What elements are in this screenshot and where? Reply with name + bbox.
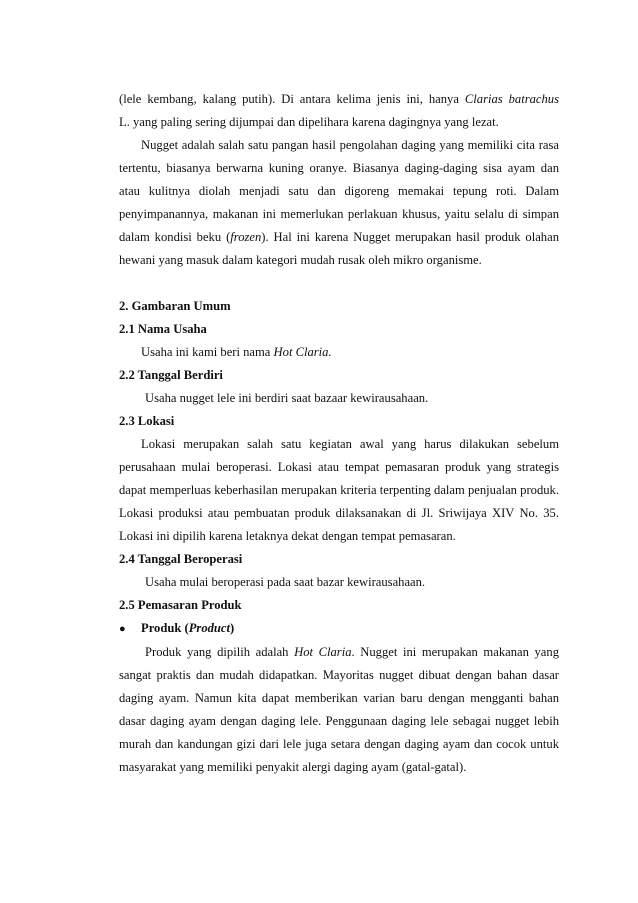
bullet-label-b: )	[230, 621, 235, 635]
nugget-text-b: ). Hal ini karena Nugget merupakan hasil produk olahan hewani yang masuk dalam kategori mudah rusak oleh mikro organisme.	[119, 230, 559, 267]
subsection-heading-nama-usaha: 2.1 Nama Usaha	[119, 322, 207, 336]
bullet-item-produk	[119, 617, 559, 641]
bullet-label-italic: Product	[188, 621, 230, 635]
subsection-heading-pemasaran-produk: 2.5 Pemasaran Produk	[119, 598, 242, 612]
bullet-label-a: Produk (	[141, 621, 189, 635]
subsection-heading-tanggal-beroperasi: 2.4 Tanggal Beroperasi	[119, 552, 243, 566]
subsection-heading-lokasi: 2.3 Lokasi	[119, 414, 175, 428]
intro-line-2: L. yang paling sering dijumpai dan dipelihara karena dagingnya yang lezat.	[119, 115, 499, 129]
nugget-paragraph	[119, 134, 559, 272]
nama-usaha-italic: Hot Claria.	[273, 345, 332, 359]
document-page	[119, 88, 559, 779]
section-heading-gambaran-umum: 2. Gambaran Umum	[119, 299, 231, 313]
bullet-label	[141, 617, 234, 640]
nama-usaha-text	[119, 341, 559, 364]
tanggal-beroperasi-text: Usaha mulai beroperasi pada saat bazar kewirausahaan.	[145, 575, 426, 589]
tanggal-berdiri-text: Usaha nugget lele ini berdiri saat bazaar kewirausahaan.	[145, 391, 429, 405]
lokasi-paragraph: Lokasi merupakan salah satu kegiatan awal yang harus dilakukan sebelum perusahaan mulai beroperasi. Lokasi atau tempat pemasaran produk yang strategis dapat memperluas keberhasilan merupakan kriteria terpenting dalam penjualan produk. Lokasi produksi atau pembuatan produk dilaksanakan di Jl. Sriwijaya XIV No. 35. Lokasi ini dipilih karena letaknya dekat dengan tempat pemasaran.	[119, 437, 559, 543]
nugget-text-a: Nugget adalah salah satu pangan hasil pengolahan daging yang memiliki cita rasa tertentu, biasanya berwarna kuning oranye. Biasanya daging-daging sisa ayam dan atau kulitnya diolah menjadi satu dan digoreng memakai tepung roti. Dalam penyimpanannya, makanan ini memerlukan perlakuan khusus, yaitu selalu di simpan dalam kondisi beku (	[119, 138, 559, 244]
produk-text-b: . Nugget ini merupakan makanan yang sangat praktis dan mudah didapatkan. Mayoritas nugget dibuat dengan bahan dasar daging ayam. Namun kita dapat memberikan varian baru dengan mengganti bahan dasar daging ayam dengan daging lele. Penggunaan daging lele sebagai nugget lebih murah dan kandungan gizi dari lele juga setara dengan daging ayam dan cocok untuk masyarakat yang memiliki penyakit alergi daging ayam (gatal-gatal).	[119, 645, 559, 774]
bullet-icon: ●	[119, 623, 126, 635]
subsection-heading-tanggal-berdiri: 2.2 Tanggal Berdiri	[119, 368, 223, 382]
produk-italic-term: Hot Claria	[294, 645, 352, 659]
produk-text-a: Produk yang dipilih adalah	[145, 645, 295, 659]
intro-italic-term: Clarias batrachus	[464, 92, 559, 106]
produk-paragraph	[119, 641, 559, 779]
nama-usaha-text-a: Usaha ini kami beri nama	[141, 345, 274, 359]
intro-text: (lele kembang, kalang putih). Di antara kelima jenis ini, hanya	[119, 92, 465, 106]
nugget-italic-term: frozen	[230, 230, 262, 244]
intro-line-1	[119, 88, 559, 111]
